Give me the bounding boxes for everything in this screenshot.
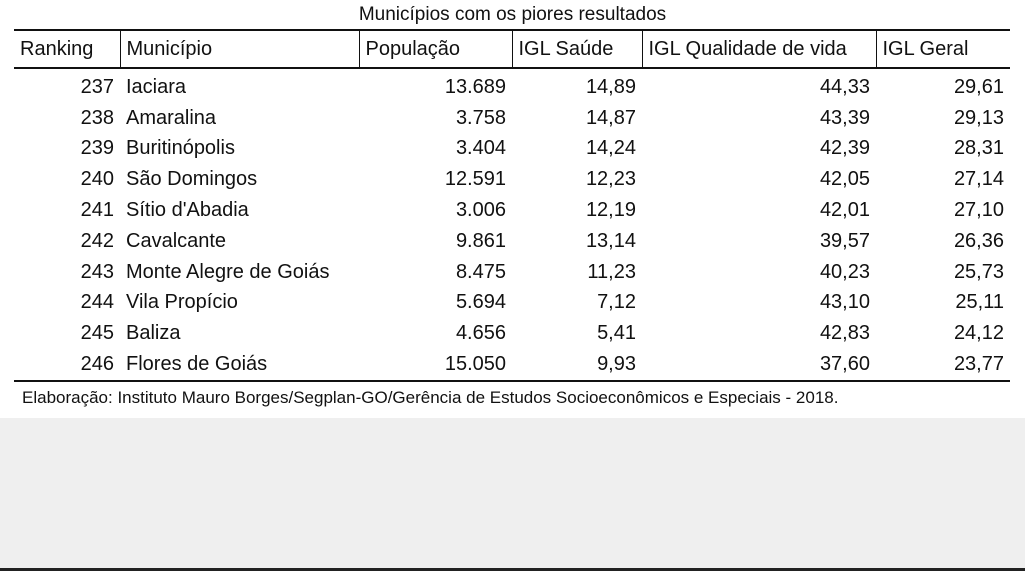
table-row [14, 318, 1010, 349]
cell-municipio: Flores de Goiás [120, 349, 359, 381]
cell-igl-saude: 5,41 [597, 322, 636, 345]
cell-igl-qualidade-de-vida: 42,39 [819, 137, 870, 160]
cell-municipio: Cavalcante [126, 229, 227, 252]
table-row [14, 226, 1010, 257]
cell-municipio: Buritinópolis [126, 137, 235, 160]
cell-municipio: Iaciara [126, 75, 187, 98]
cell-ranking: 242 [80, 229, 114, 252]
cell-ranking: 244 [80, 291, 114, 314]
cell-igl-saude: 14,87 [585, 106, 636, 129]
cell-igl-geral: 26,36 [953, 229, 1004, 252]
table-title: Municípios com os piores resultados [358, 4, 667, 25]
table-row [14, 103, 1010, 134]
cell-igl-qualidade-de-vida: 43,10 [819, 291, 870, 314]
cell-ranking: 243 [80, 260, 114, 283]
cell-igl-geral: 25,73 [953, 260, 1004, 283]
cell-ranking: 238 [80, 106, 114, 129]
cell-igl-geral: 29,13 [953, 106, 1004, 129]
table-row [14, 68, 1010, 103]
results-table [14, 29, 1010, 382]
table-row [14, 288, 1010, 319]
cell-igl-qualidade-de-vida: 39,57 [819, 229, 870, 252]
cell-igl-qualidade-de-vida: 44,33 [819, 75, 870, 98]
cell-ranking: 239 [80, 137, 114, 160]
cell-igl-saude: 13,14 [585, 229, 636, 252]
cell-igl-saude: 11,23 [587, 260, 636, 283]
cell-igl-saude: 12,19 [585, 199, 636, 222]
table-header-row [14, 30, 1010, 68]
source-note: Elaboração: Instituto Mauro Borges/Segplan-GO/Gerência de Estudos Socioeconômicos e Especiais - 2018. [22, 388, 839, 407]
cell-municipio: São Domingos [126, 168, 258, 191]
table-row [14, 164, 1010, 195]
cell-igl-qualidade-de-vida: 37,60 [642, 349, 876, 381]
table-row [14, 195, 1010, 226]
cell-igl-geral: 28,31 [953, 137, 1004, 160]
cell-populacao: 5.694 [455, 291, 506, 314]
header-ranking: Ranking [14, 30, 120, 68]
cell-populacao: 13.689 [444, 75, 506, 98]
table-row [14, 349, 1010, 381]
cell-igl-saude: 9,93 [512, 349, 642, 381]
header-populacao: População [359, 30, 512, 68]
header-municipio: Município [120, 30, 359, 68]
cell-igl-qualidade-de-vida: 43,39 [819, 106, 870, 129]
cell-populacao: 12.591 [444, 168, 506, 191]
cell-ranking: 237 [80, 75, 114, 98]
cell-ranking: 240 [80, 168, 114, 191]
cell-igl-geral: 23,77 [876, 349, 1010, 381]
cell-municipio: Sítio d'Abadia [126, 199, 249, 222]
table-row [14, 134, 1010, 165]
cell-igl-qualidade-de-vida: 42,01 [819, 199, 870, 222]
cell-ranking: 241 [80, 199, 114, 222]
cell-ranking: 246 [14, 349, 120, 381]
cell-municipio: Amaralina [126, 106, 217, 129]
cell-populacao: 15.050 [359, 349, 512, 381]
cell-igl-qualidade-de-vida: 42,83 [819, 322, 870, 345]
cell-igl-qualidade-de-vida: 40,23 [819, 260, 870, 283]
cell-municipio: Baliza [126, 322, 181, 345]
cell-igl-geral: 25,11 [955, 291, 1004, 314]
cell-municipio: Monte Alegre de Goiás [126, 260, 330, 283]
cell-populacao: 3.006 [455, 199, 506, 222]
cell-populacao: 3.404 [455, 137, 506, 160]
cell-igl-saude: 14,89 [585, 75, 636, 98]
header-igl-qualidade-de-vida: IGL Qualidade de vida [642, 30, 876, 68]
cell-igl-geral: 24,12 [953, 322, 1004, 345]
cell-igl-geral: 27,10 [953, 199, 1004, 222]
cell-populacao: 3.758 [455, 106, 506, 129]
cell-igl-saude: 7,12 [597, 291, 636, 314]
cell-igl-qualidade-de-vida: 42,05 [819, 168, 870, 191]
cell-igl-geral: 29,61 [953, 75, 1004, 98]
cell-municipio: Vila Propício [126, 291, 238, 314]
cell-igl-geral: 27,14 [953, 168, 1004, 191]
cell-populacao: 4.656 [455, 322, 506, 345]
cell-populacao: 9.861 [455, 229, 506, 252]
cell-igl-saude: 14,24 [585, 137, 636, 160]
cell-igl-saude: 12,23 [585, 168, 636, 191]
cell-populacao: 8.475 [455, 260, 506, 283]
header-igl-geral: IGL Geral [876, 30, 1010, 68]
header-igl-saude: IGL Saúde [512, 30, 642, 68]
cell-ranking: 245 [80, 322, 114, 345]
table-row [14, 257, 1010, 288]
